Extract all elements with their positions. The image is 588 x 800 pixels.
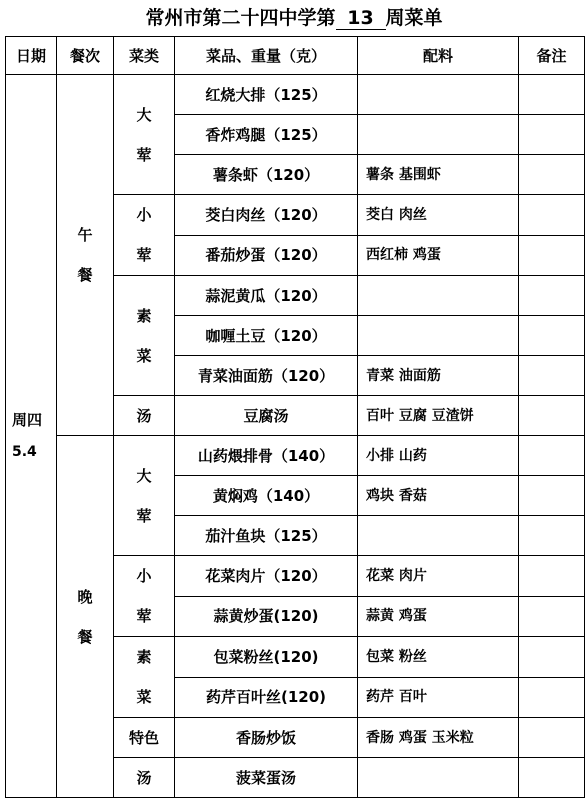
dish-ingredients: 鸡块 香菇 (358, 476, 519, 516)
dish-ingredients (358, 75, 519, 115)
category-dinner-special: 特色 (114, 718, 175, 758)
dish-ingredients (358, 316, 519, 356)
dish-notes (519, 556, 585, 597)
dish-notes (519, 316, 585, 356)
dish-notes (519, 115, 585, 155)
table-row (6, 436, 585, 476)
category-lunch-dahun: 大 荤 (114, 75, 175, 195)
dish-notes (519, 356, 585, 396)
dish-ingredients: 香肠 鸡蛋 玉米粒 (358, 718, 519, 758)
dish-notes (519, 75, 585, 115)
weekday-label: 周四 (12, 411, 43, 429)
dish-notes (519, 596, 585, 637)
dish-ingredients (358, 115, 519, 155)
category-lunch-soup: 汤 (114, 396, 175, 436)
dish-name: 包菜粉丝(120) (175, 637, 358, 678)
dish-notes (519, 276, 585, 316)
dish-name: 茭白肉丝（120） (175, 195, 358, 236)
dish-name: 香肠炒饭 (175, 718, 358, 758)
category-dinner-su: 素 菜 (114, 637, 175, 718)
header-dish: 菜品、重量（克） (175, 37, 358, 75)
date-cell (6, 75, 57, 798)
meal-lunch: 午 餐 (57, 75, 114, 436)
dish-name: 番茄炒蛋（120） (175, 235, 358, 276)
header-meal: 餐次 (57, 37, 114, 75)
dish-ingredients: 药芹 百叶 (358, 677, 519, 718)
table-row (6, 75, 585, 115)
category-dinner-xiaohun: 小 荤 (114, 556, 175, 637)
dish-name: 豆腐汤 (175, 396, 358, 436)
menu-table (5, 36, 585, 798)
dish-notes (519, 396, 585, 436)
dish-name: 山药煨排骨（140） (175, 436, 358, 476)
dish-name: 药芹百叶丝(120) (175, 677, 358, 718)
dish-name: 香炸鸡腿（125） (175, 115, 358, 155)
dish-name: 蒜黄炒蛋(120) (175, 596, 358, 637)
dish-ingredients: 花菜 肉片 (358, 556, 519, 597)
dish-notes (519, 637, 585, 678)
header-ingredients: 配料 (358, 37, 519, 75)
header-notes: 备注 (519, 37, 585, 75)
dish-ingredients (358, 276, 519, 316)
title-week-number: 13 (336, 7, 386, 30)
dish-ingredients: 蒜黄 鸡蛋 (358, 596, 519, 637)
dish-ingredients: 包菜 粉丝 (358, 637, 519, 678)
header-row (6, 37, 585, 75)
dish-ingredients (358, 516, 519, 556)
dish-ingredients (358, 758, 519, 798)
dish-notes (519, 195, 585, 236)
title-prefix: 常州市第二十四中学第 (145, 7, 336, 29)
dish-notes (519, 476, 585, 516)
dish-notes (519, 235, 585, 276)
dish-name: 青菜油面筋（120） (175, 356, 358, 396)
category-dinner-soup: 汤 (114, 758, 175, 798)
category-lunch-su: 素 菜 (114, 276, 175, 396)
dish-ingredients: 青菜 油面筋 (358, 356, 519, 396)
dish-name: 茄汁鱼块（125） (175, 516, 358, 556)
date-label: 5.4 (12, 444, 37, 460)
dish-ingredients: 小排 山药 (358, 436, 519, 476)
dish-notes (519, 677, 585, 718)
dish-name: 花菜肉片（120） (175, 556, 358, 597)
dish-notes (519, 758, 585, 798)
category-dinner-dahun: 大 荤 (114, 436, 175, 556)
dish-notes (519, 516, 585, 556)
dish-notes (519, 155, 585, 195)
category-lunch-xiaohun: 小 荤 (114, 195, 175, 276)
dish-notes (519, 436, 585, 476)
dish-name: 红烧大排（125） (175, 75, 358, 115)
dish-name: 菠菜蛋汤 (175, 758, 358, 798)
page-title (0, 2, 588, 34)
dish-name: 蒜泥黄瓜（120） (175, 276, 358, 316)
dish-ingredients: 茭白 肉丝 (358, 195, 519, 236)
meal-dinner: 晚 餐 (57, 436, 114, 798)
dish-ingredients: 西红柿 鸡蛋 (358, 235, 519, 276)
dish-name: 黄焖鸡（140） (175, 476, 358, 516)
dish-ingredients: 薯条 基围虾 (358, 155, 519, 195)
header-category: 菜类 (114, 37, 175, 75)
dish-ingredients: 百叶 豆腐 豆渣饼 (358, 396, 519, 436)
dish-name: 薯条虾（120） (175, 155, 358, 195)
dish-notes (519, 718, 585, 758)
title-suffix: 周菜单 (385, 7, 443, 29)
dish-name: 咖喱土豆（120） (175, 316, 358, 356)
header-date: 日期 (6, 37, 57, 75)
